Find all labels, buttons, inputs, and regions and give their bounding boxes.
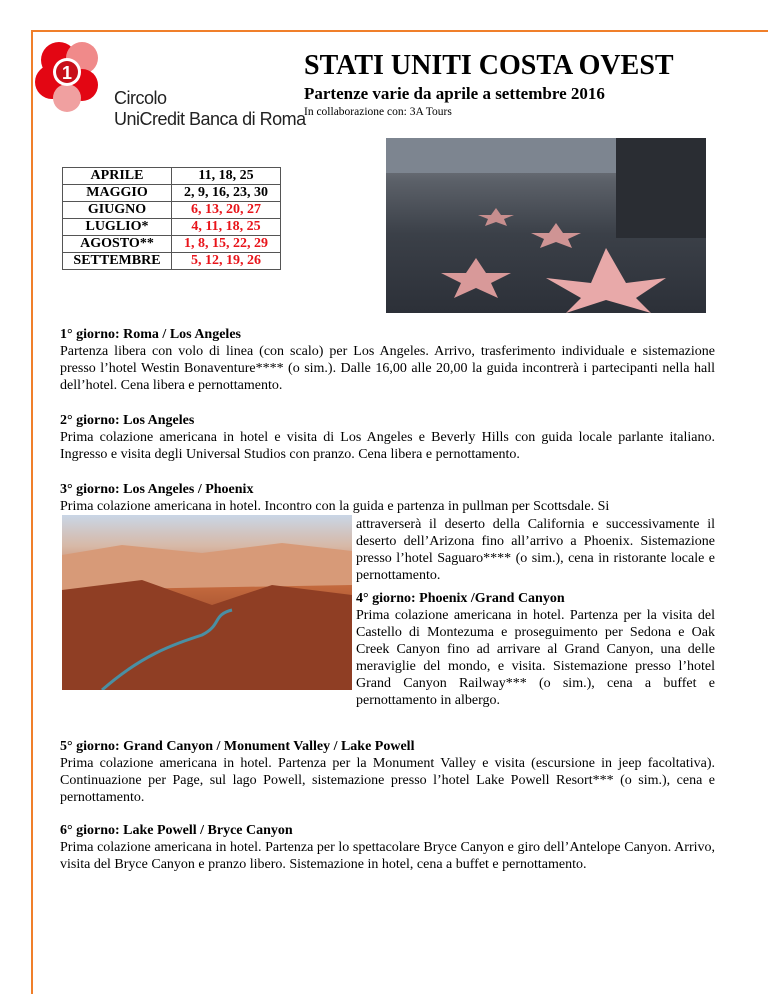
logo-text-circolo: Circolo xyxy=(114,88,167,108)
day-4-title: 4° giorno: Phoenix /Grand Canyon xyxy=(356,591,565,606)
day-3-continued xyxy=(356,516,715,584)
departure-dates: 6, 13, 20, 27 xyxy=(172,202,281,219)
day-3-title: 3° giorno: Los Angeles / Phoenix xyxy=(60,482,254,497)
page-title: STATI UNITI COSTA OVEST xyxy=(304,50,674,81)
day-1-text: Partenza libera con volo di linea (con scalo) per Los Angeles. Arrivo, trasferimento individuale e sistemazione presso l’hotel Westin Bonaventure**** (o sim.). Dalle 16,00 alle 20,00 la guida incontrerà i partecipanti nella hall dell’hotel. Cena libera e pernottamento. xyxy=(60,344,715,393)
day-6-title: 6° giorno: Lake Powell / Bryce Canyon xyxy=(60,823,293,838)
departure-month: AGOSTO** xyxy=(63,236,172,253)
departure-dates: 2, 9, 16, 23, 30 xyxy=(172,185,281,202)
departure-dates: 11, 18, 25 xyxy=(172,168,281,185)
collaboration-note: In collaborazione con: 3A Tours xyxy=(304,106,452,118)
day-3 xyxy=(60,481,715,515)
day-1 xyxy=(60,326,715,394)
svg-text:1: 1 xyxy=(62,63,73,83)
day-6-text: Prima colazione americana in hotel. Partenza per lo spettacolare Bryce Canyon e giro dell’Antelope Canyon. Arrivo, visita del Bryce Canyon e pranzo libero. Sistemazione in hotel, cena a buffet e pernottamento. xyxy=(60,840,715,872)
grand-canyon-photo xyxy=(62,515,352,690)
departure-month: APRILE xyxy=(63,168,172,185)
day-4-text: Prima colazione americana in hotel. Partenza per la visita del Castello di Montezuma e proseguimento per Sedona e Oak Creek Canyon fino ad arrivare al Grand Canyon, una delle meraviglie del mondo, e visita. Sistemazione presso l’hotel Grand Canyon Railway*** (o sim.), cena a buffet e pernottamento in albergo. xyxy=(356,608,715,708)
day-3-text: Prima colazione americana in hotel. Incontro con la guida e partenza in pullman per Scottsdale. Si xyxy=(60,499,610,514)
departure-row xyxy=(63,168,281,185)
flower-logo-icon xyxy=(34,40,124,115)
day-3-text-continued: attraverserà il deserto della California e successivamente il deserto dell’Arizona fino all’arrivo a Phoenix. Sistemazione presso l’hotel Saguaro**** (o sim.), cena in ristorante locale e pernottamento. xyxy=(356,517,715,583)
day-1-title: 1° giorno: Roma / Los Angeles xyxy=(60,327,241,342)
departures-table xyxy=(62,167,281,270)
page-subtitle: Partenze varie da aprile a settembre 2016 xyxy=(304,84,605,103)
departure-month: MAGGIO xyxy=(63,185,172,202)
page-border-top xyxy=(31,30,768,32)
departure-row xyxy=(63,253,281,270)
day-2-title: 2° giorno: Los Angeles xyxy=(60,413,195,428)
walk-of-fame-stars xyxy=(386,138,706,313)
day-4 xyxy=(356,590,715,709)
departure-dates: 1, 8, 15, 22, 29 xyxy=(172,236,281,253)
departure-row xyxy=(63,236,281,253)
departure-month: SETTEMBRE xyxy=(63,253,172,270)
day-2-text: Prima colazione americana in hotel e visita di Los Angeles e Beverly Hills con guida locale parlante italiano. Ingresso e visita degli Universal Studios con pranzo. Cena libera e pernottamento. xyxy=(60,430,715,462)
grand-canyon-landscape xyxy=(62,515,352,690)
departure-month: LUGLIO* xyxy=(63,219,172,236)
walk-of-fame-photo xyxy=(386,138,706,313)
day-2 xyxy=(60,412,715,463)
day-5-text: Prima colazione americana in hotel. Partenza per la Monument Valley e visita (escursione in jeep facoltativa). Continuazione per Page, sul lago Powell, sistemazione presso l’hotel Lake Powell Resort*** (o sim.), cena e pernottamento. xyxy=(60,756,715,805)
departure-dates: 4, 11, 18, 25 xyxy=(172,219,281,236)
departure-month: GIUGNO xyxy=(63,202,172,219)
logo-text-bank: UniCredit Banca di Roma xyxy=(114,109,306,129)
day-5 xyxy=(60,738,715,806)
day-5-title: 5° giorno: Grand Canyon / Monument Valley / Lake Powell xyxy=(60,739,415,754)
page-border-left xyxy=(31,30,33,994)
departure-row xyxy=(63,219,281,236)
departure-row xyxy=(63,185,281,202)
departure-dates: 5, 12, 19, 26 xyxy=(172,253,281,270)
circolo-unicredit-logo xyxy=(34,40,306,135)
day-6 xyxy=(60,822,715,873)
departure-row xyxy=(63,202,281,219)
